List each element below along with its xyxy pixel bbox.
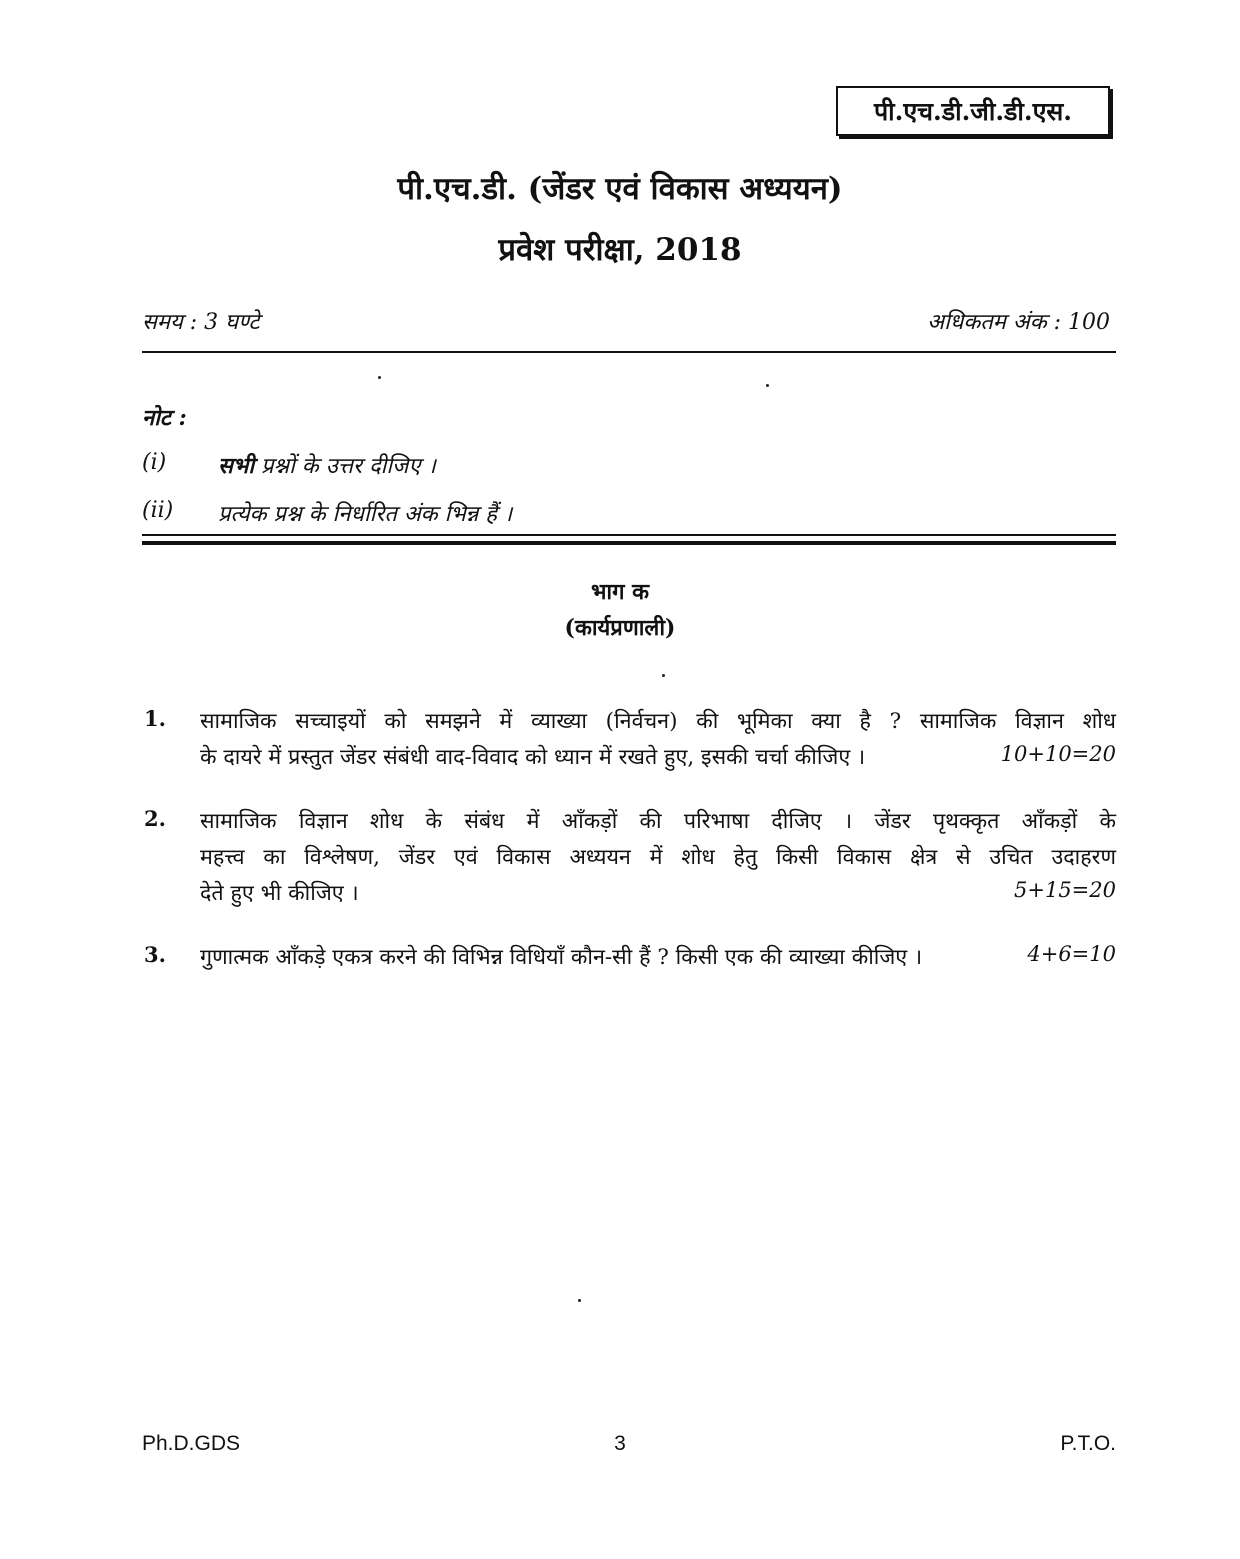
notes-divider-thin (142, 534, 1116, 536)
question-text-line: के दायरे में प्रस्तुत जेंडर संबंधी वाद-विवाद को ध्यान में रखते हुए, इसकी चर्चा कीजिए । (200, 745, 866, 770)
note-emphasis: सभी (218, 453, 255, 479)
please-turn-over: P.T.O. (1060, 1432, 1116, 1455)
question-number: 2. (144, 806, 166, 831)
question-last-line (200, 942, 1116, 971)
scan-speck (766, 384, 769, 387)
header-divider (142, 351, 1116, 353)
question-text-line: सामाजिक सच्चाइयों को समझने में व्याख्या (निर्वचन) की भूमिका क्या है ? सामाजिक विज्ञान शोध (200, 709, 1116, 734)
paper-code-box (836, 86, 1110, 136)
exam-subtitle: प्रवेश परीक्षा, 2018 (498, 232, 742, 268)
question-marks: 5+15=20 (1014, 878, 1116, 902)
exam-title: पी.एच.डी. (जेंडर एवं विकास अध्ययन) (397, 171, 843, 207)
scan-speck (578, 1299, 581, 1302)
question-number: 1. (144, 706, 166, 731)
time-allowed: समय : 3 घण्टे (142, 310, 260, 335)
note-heading: नोट : (142, 405, 187, 431)
question-text-line: सामाजिक विज्ञान शोध के संबंध में आँकड़ों की परिभाषा दीजिए । जेंडर पृथक्कृत आँकड़ों के (200, 809, 1116, 834)
section-subtitle: (कार्यप्रणाली) (564, 615, 676, 641)
question-marks: 10+10=20 (1000, 742, 1116, 766)
question-number: 3. (144, 942, 166, 967)
question-last-line (200, 878, 1116, 907)
note-item-number: (i) (142, 450, 167, 475)
question-text-line: देते हुए भी कीजिए । (200, 881, 359, 906)
paper-code: पी.एच.डी.जी.डी.एस. (873, 97, 1073, 126)
scan-speck (378, 376, 381, 379)
question-marks: 4+6=10 (1027, 942, 1116, 966)
scan-speck (662, 674, 665, 677)
question-text-line: गुणात्मक आँकड़े एकत्र करने की विभिन्न विधियाँ कौन-सी हैं ? किसी एक की व्याख्या कीजिए । (200, 945, 923, 970)
note-item-text: प्रत्येक प्रश्न के निर्धारित अंक भिन्न हैं । (218, 502, 513, 527)
question-text-line: महत्त्व का विश्लेषण, जेंडर एवं विकास अध्ययन में शोध हेतु किसी विकास क्षेत्र से उचित उदाहरण (200, 845, 1116, 870)
maximum-marks: अधिकतम अंक : 100 (927, 310, 1110, 335)
footer-paper-code: Ph.D.GDS (142, 1432, 241, 1455)
notes-divider-thick (142, 541, 1116, 545)
page-number: 3 (614, 1432, 626, 1455)
note-item-text: सभी प्रश्नों के उत्तर दीजिए । (218, 453, 436, 479)
question-last-line (200, 742, 1116, 771)
section-title: भाग क (590, 579, 650, 605)
note-item-number: (ii) (142, 498, 174, 523)
